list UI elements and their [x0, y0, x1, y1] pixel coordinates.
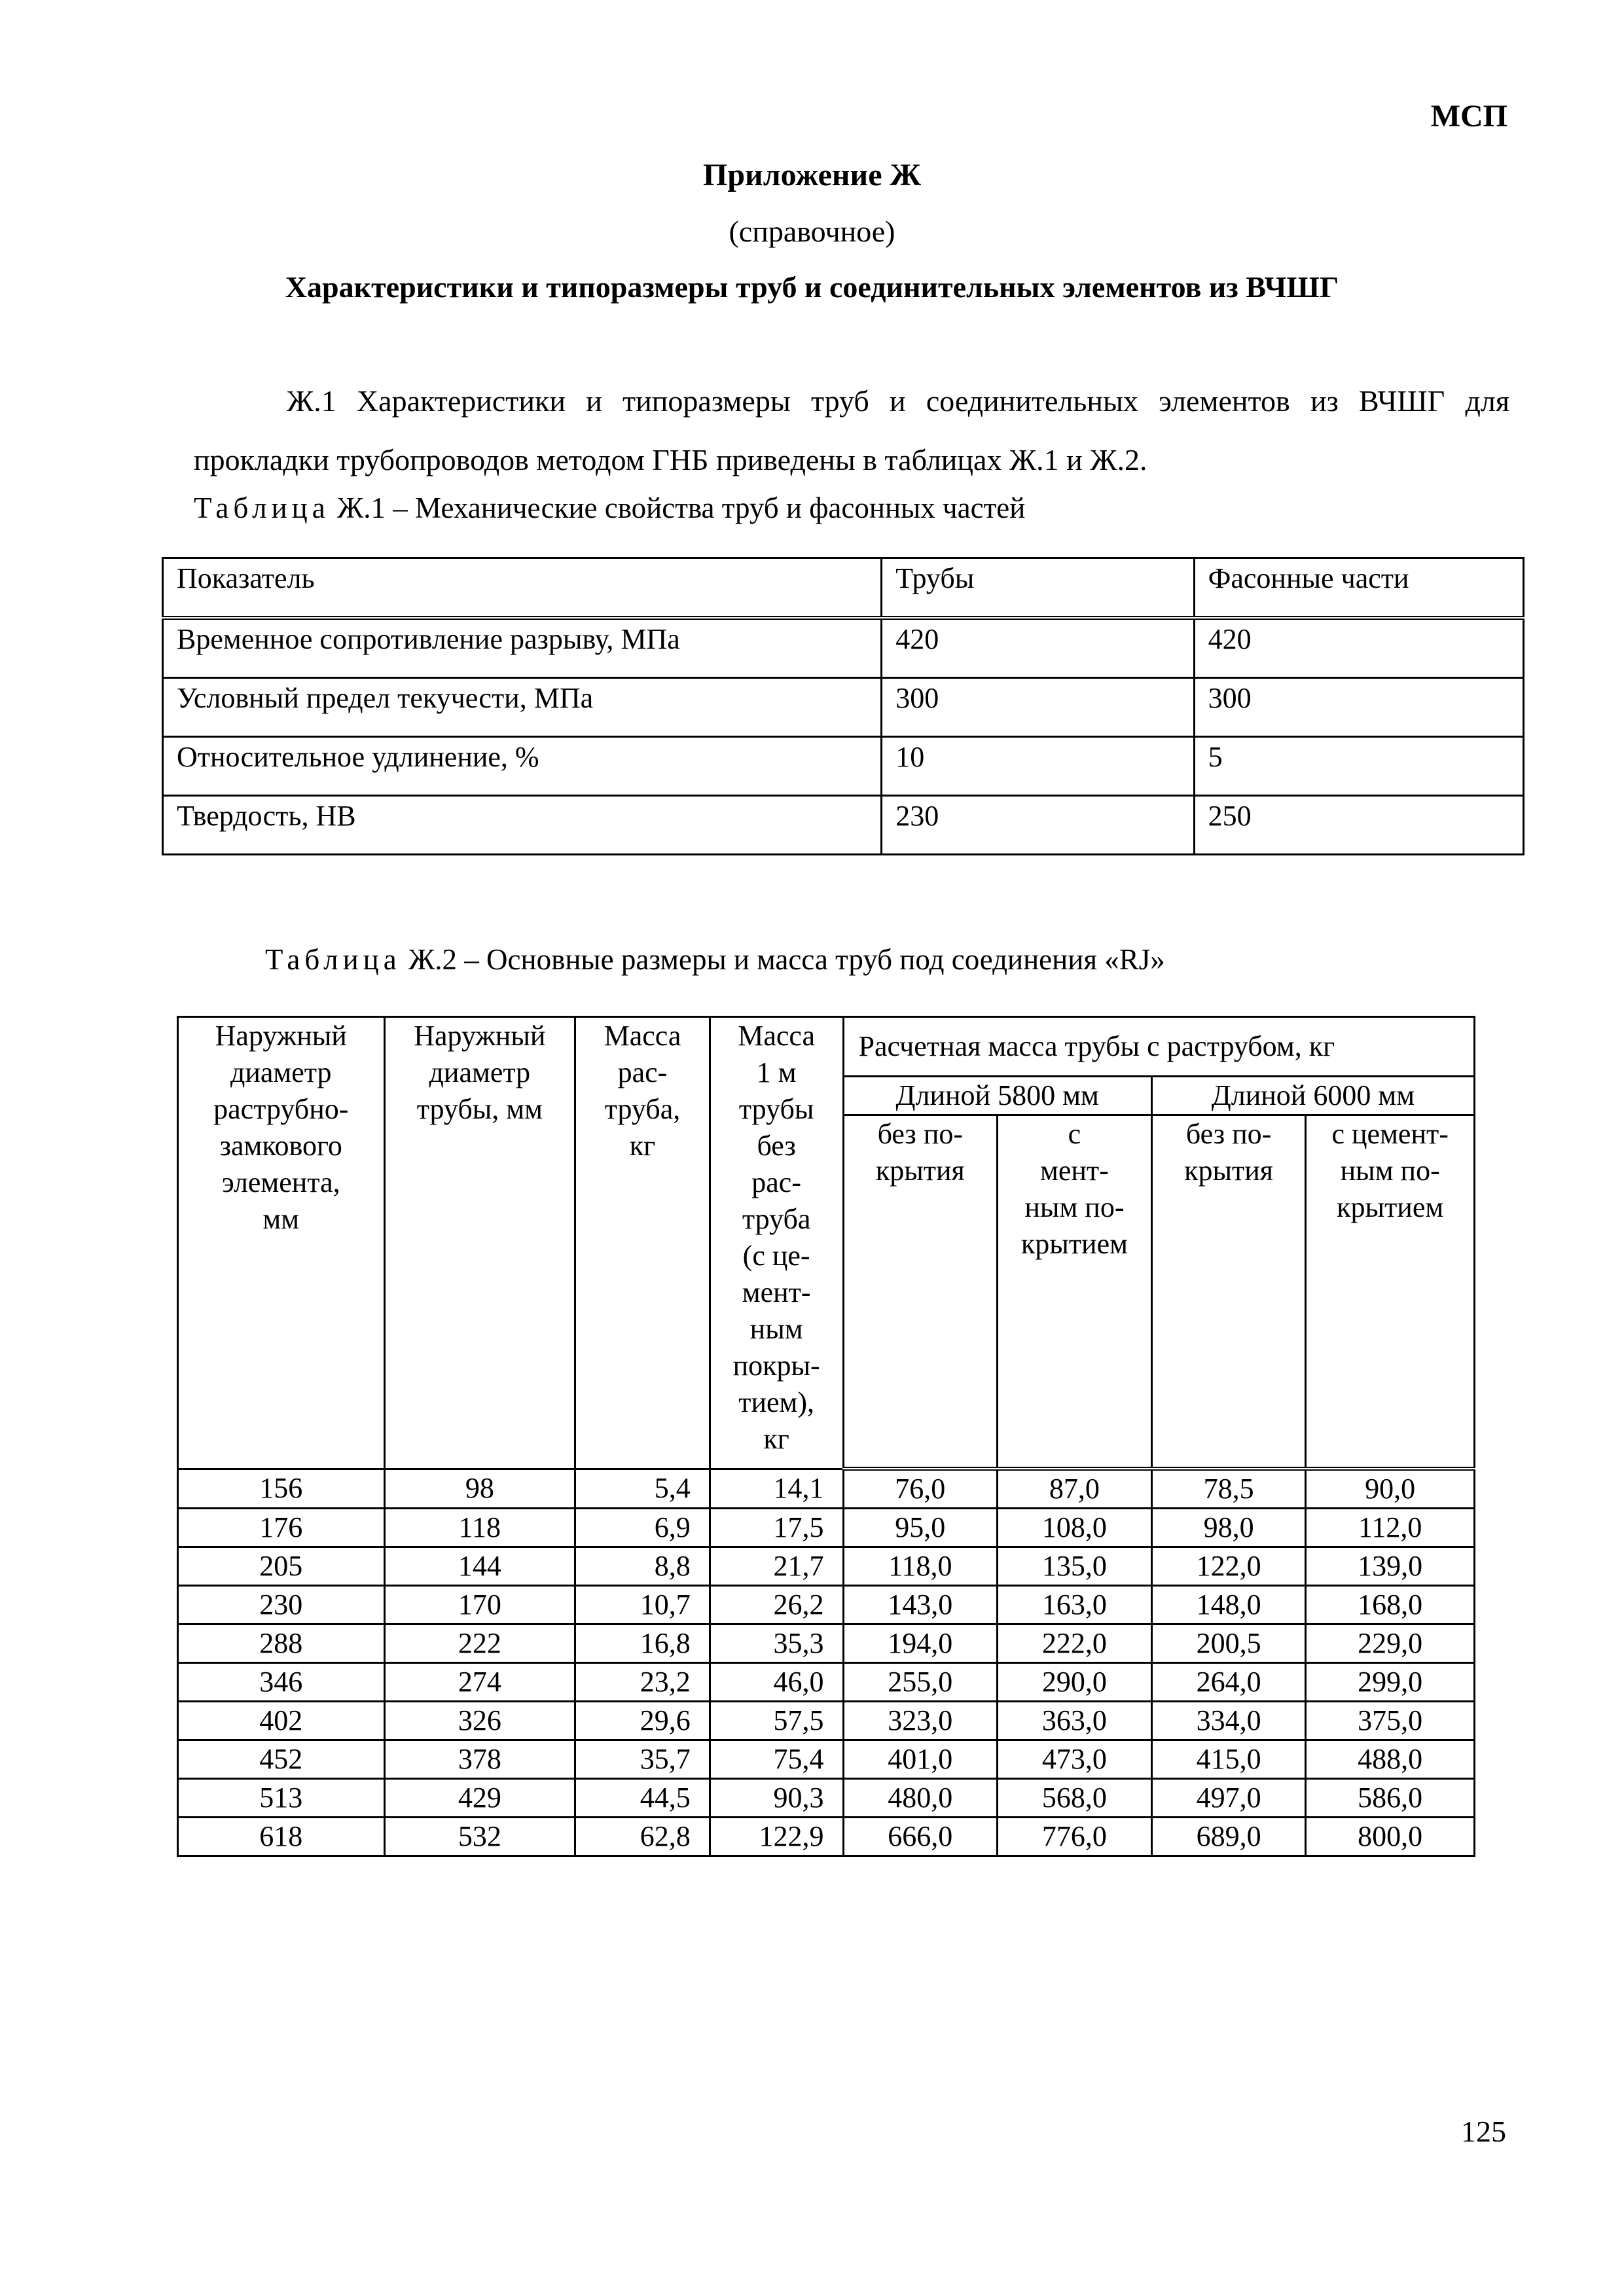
table-cell: 415,0 — [1151, 1740, 1306, 1779]
table-row — [163, 737, 1524, 796]
table-cell: 8,8 — [575, 1547, 710, 1586]
table-cell: 429 — [384, 1779, 575, 1818]
table2-caption — [265, 942, 1165, 977]
table-cell: 122,9 — [710, 1818, 843, 1856]
table-cell: 666,0 — [843, 1818, 998, 1856]
table-cell: 264,0 — [1151, 1663, 1306, 1702]
table-row — [163, 678, 1524, 737]
header-line: без — [757, 1130, 796, 1162]
table-cell: 420 — [1194, 618, 1523, 678]
table-cell: 532 — [384, 1818, 575, 1856]
table-cell: 10 — [882, 737, 1194, 796]
header-line: труба, — [604, 1093, 681, 1125]
table-cell: 143,0 — [843, 1586, 998, 1624]
table-cell: 176 — [178, 1509, 385, 1547]
table-cell: 16,8 — [575, 1624, 710, 1663]
header-line: крытием — [1337, 1191, 1444, 1223]
table-cell: 98,0 — [1151, 1509, 1306, 1547]
table-row — [163, 796, 1524, 855]
table-cell: 222 — [384, 1624, 575, 1663]
table-cell: 122,0 — [1151, 1547, 1306, 1586]
table-cell: 334,0 — [1151, 1702, 1306, 1740]
table-row — [178, 1818, 1475, 1856]
table-row — [178, 1702, 1475, 1740]
header-line: кг — [763, 1423, 789, 1455]
table-cell: 23,2 — [575, 1663, 710, 1702]
pipe-dimensions-table — [177, 1016, 1475, 1857]
header-line: Масса — [604, 1020, 681, 1052]
header-line: с — [1068, 1118, 1081, 1150]
column-header-6000-coated — [1306, 1115, 1475, 1469]
table-row — [178, 1509, 1475, 1547]
table-cell: 326 — [384, 1702, 575, 1740]
header-line: диаметр — [429, 1056, 531, 1088]
table-cell: 250 — [1194, 796, 1523, 855]
table-body — [178, 1469, 1475, 1856]
table-cell: 10,7 — [575, 1586, 710, 1624]
appendix-title: Приложение Ж — [703, 158, 921, 192]
table-cell: 230 — [882, 796, 1194, 855]
table-cell: 300 — [1194, 678, 1523, 737]
header-line: рас- — [617, 1056, 668, 1088]
table-cell: 98 — [384, 1469, 575, 1509]
header-line: мм — [262, 1203, 300, 1235]
table-cell: 62,8 — [575, 1818, 710, 1856]
header-line: трубы — [738, 1093, 814, 1125]
table-cell: 222,0 — [998, 1624, 1152, 1663]
table-cell: 44,5 — [575, 1779, 710, 1818]
table-cell: 300 — [882, 678, 1194, 737]
table-cell: 375,0 — [1306, 1702, 1475, 1740]
header-line: рас- — [751, 1166, 801, 1198]
table-cell: 75,4 — [710, 1740, 843, 1779]
table-row — [178, 1663, 1475, 1702]
table-cell: 29,6 — [575, 1702, 710, 1740]
column-header-socket-mass — [575, 1017, 710, 1469]
table-cell: 170 — [384, 1586, 575, 1624]
table-cell: 205 — [178, 1547, 385, 1586]
table-cell: 118,0 — [843, 1547, 998, 1586]
table-header-row — [163, 558, 1524, 619]
table-cell: 200,5 — [1151, 1624, 1306, 1663]
table-cell: 112,0 — [1306, 1509, 1475, 1547]
table-cell: 21,7 — [710, 1547, 843, 1586]
table-cell: 290,0 — [998, 1663, 1152, 1702]
column-header-socket-diameter — [178, 1017, 385, 1469]
table-cell: 480,0 — [843, 1779, 998, 1818]
table-cell: 363,0 — [998, 1702, 1152, 1740]
table-cell: 194,0 — [843, 1624, 998, 1663]
table-cell: 323,0 — [843, 1702, 998, 1740]
table-cell: 135,0 — [998, 1547, 1152, 1586]
header-line: тием), — [738, 1386, 815, 1418]
table-cell: 229,0 — [1306, 1624, 1475, 1663]
column-subgroup-5800: Длиной 5800 мм — [843, 1077, 1151, 1115]
table-cell: 156 — [178, 1469, 385, 1509]
header-line: элемента, — [221, 1166, 340, 1198]
table-cell: 139,0 — [1306, 1547, 1475, 1586]
table-cell: 274 — [384, 1663, 575, 1702]
header-line: труба — [742, 1203, 811, 1235]
table-cell: 497,0 — [1151, 1779, 1306, 1818]
paragraph-line-2: прокладки трубопроводов методом ГНБ приведены в таблицах Ж.1 и Ж.2. — [194, 443, 1147, 476]
column-header: Показатель — [163, 558, 882, 619]
table-row — [178, 1586, 1475, 1624]
table-cell: 57,5 — [710, 1702, 843, 1740]
table-cell: Условный предел текучести, МПа — [163, 678, 882, 737]
column-header-5800-uncoated — [843, 1115, 998, 1469]
table-cell: 6,9 — [575, 1509, 710, 1547]
table-cell: 95,0 — [843, 1509, 998, 1547]
table-cell: 144 — [384, 1547, 575, 1586]
table-cell: 118 — [384, 1509, 575, 1547]
table-cell: 90,3 — [710, 1779, 843, 1818]
table-cell: 401,0 — [843, 1740, 998, 1779]
table-cell: 288 — [178, 1624, 385, 1663]
table-cell: 378 — [384, 1740, 575, 1779]
table-cell: 346 — [178, 1663, 385, 1702]
table2-caption-text: Ж.2 – Основные размеры и масса труб под соединения «RJ» — [408, 943, 1165, 976]
header-line: Наружный — [414, 1020, 546, 1052]
table-cell: Относительное удлинение, % — [163, 737, 882, 796]
page-number: 125 — [1461, 2115, 1506, 2148]
mechanical-properties-table — [162, 557, 1525, 855]
intro-paragraph — [194, 372, 1509, 490]
header-line: (с це- — [742, 1240, 810, 1272]
table-cell: 800,0 — [1306, 1818, 1475, 1856]
table-row — [178, 1469, 1475, 1509]
header-line: без по- — [877, 1118, 964, 1150]
table-header-row — [178, 1017, 1475, 1077]
header-line: Наружный — [215, 1020, 347, 1052]
table-row — [178, 1740, 1475, 1779]
table-cell: 776,0 — [998, 1818, 1152, 1856]
table-cell: 17,5 — [710, 1509, 843, 1547]
table-cell: 163,0 — [998, 1586, 1152, 1624]
table2-caption-label: Таблица — [265, 943, 401, 976]
column-group-calculated-mass: Расчетная масса трубы с раструбом, кг — [843, 1017, 1475, 1077]
table-cell: 35,3 — [710, 1624, 843, 1663]
table-cell: 35,7 — [575, 1740, 710, 1779]
table-cell: 255,0 — [843, 1663, 998, 1702]
table-cell: 78,5 — [1151, 1469, 1306, 1509]
header-line: раструбно- — [213, 1093, 349, 1125]
table-cell: 5,4 — [575, 1469, 710, 1509]
document-code: МСП — [1430, 99, 1507, 134]
table-cell: 90,0 — [1306, 1469, 1475, 1509]
header-line: ным — [749, 1313, 803, 1345]
header-line: 1 м — [756, 1056, 797, 1088]
appendix-subtitle: (справочное) — [729, 215, 895, 248]
table1-caption-label: Таблица — [194, 492, 330, 524]
column-header-5800-coated — [998, 1115, 1152, 1469]
table-cell: 689,0 — [1151, 1818, 1306, 1856]
paragraph-line-1: Ж.1 Характеристики и типоразмеры труб и соединительных элементов из ВЧШГ для — [287, 384, 1509, 418]
header-line: замкового — [219, 1130, 342, 1162]
table-cell: 420 — [882, 618, 1194, 678]
table-cell: 452 — [178, 1740, 385, 1779]
column-header: Трубы — [882, 558, 1194, 619]
header-line: ным по- — [1024, 1191, 1125, 1223]
table-cell: 513 — [178, 1779, 385, 1818]
header-line: без по- — [1185, 1118, 1272, 1150]
table-cell: Временное сопротивление разрыву, МПа — [163, 618, 882, 678]
table-cell: 14,1 — [710, 1469, 843, 1509]
table-cell: 5 — [1194, 737, 1523, 796]
table1-caption — [194, 491, 1025, 525]
column-header-pipe-diameter — [384, 1017, 575, 1469]
table-cell: 108,0 — [998, 1509, 1152, 1547]
table-cell: 230 — [178, 1586, 385, 1624]
header-line: кг — [629, 1130, 656, 1162]
header-line: трубы, мм — [416, 1093, 543, 1125]
header-line: крытия — [875, 1155, 965, 1187]
header-line: крытием — [1020, 1228, 1128, 1260]
table-cell: 473,0 — [998, 1740, 1152, 1779]
table-cell: 299,0 — [1306, 1663, 1475, 1702]
column-header-meter-mass — [710, 1017, 843, 1469]
header-line: мент- — [1040, 1155, 1109, 1187]
header-line: покры- — [732, 1350, 820, 1382]
column-header: Фасонные части — [1194, 558, 1523, 619]
table-row — [178, 1779, 1475, 1818]
header-line: крытия — [1184, 1155, 1274, 1187]
table-cell: Твердость, НВ — [163, 796, 882, 855]
table-cell: 46,0 — [710, 1663, 843, 1702]
table-cell: 76,0 — [843, 1469, 998, 1509]
table-cell: 148,0 — [1151, 1586, 1306, 1624]
table-cell: 618 — [178, 1818, 385, 1856]
header-line: ным по- — [1340, 1155, 1440, 1187]
header-line: Масса — [738, 1020, 816, 1052]
table-cell: 26,2 — [710, 1586, 843, 1624]
header-line: мент- — [742, 1276, 811, 1308]
table-row — [163, 618, 1524, 678]
table-cell: 168,0 — [1306, 1586, 1475, 1624]
table-cell: 87,0 — [998, 1469, 1152, 1509]
table-cell: 568,0 — [998, 1779, 1152, 1818]
column-header-6000-uncoated — [1151, 1115, 1306, 1469]
table-row — [178, 1547, 1475, 1586]
column-subgroup-6000: Длиной 6000 мм — [1151, 1077, 1474, 1115]
header-line: диаметр — [230, 1056, 332, 1088]
table-cell: 586,0 — [1306, 1779, 1475, 1818]
appendix-heading: Характеристики и типоразмеры труб и соединительных элементов из ВЧШГ — [285, 270, 1339, 304]
table-cell: 488,0 — [1306, 1740, 1475, 1779]
table-row — [178, 1624, 1475, 1663]
table1-caption-text: Ж.1 – Механические свойства труб и фасонных частей — [336, 492, 1026, 524]
header-line: с цемент- — [1331, 1118, 1449, 1150]
table-cell: 402 — [178, 1702, 385, 1740]
